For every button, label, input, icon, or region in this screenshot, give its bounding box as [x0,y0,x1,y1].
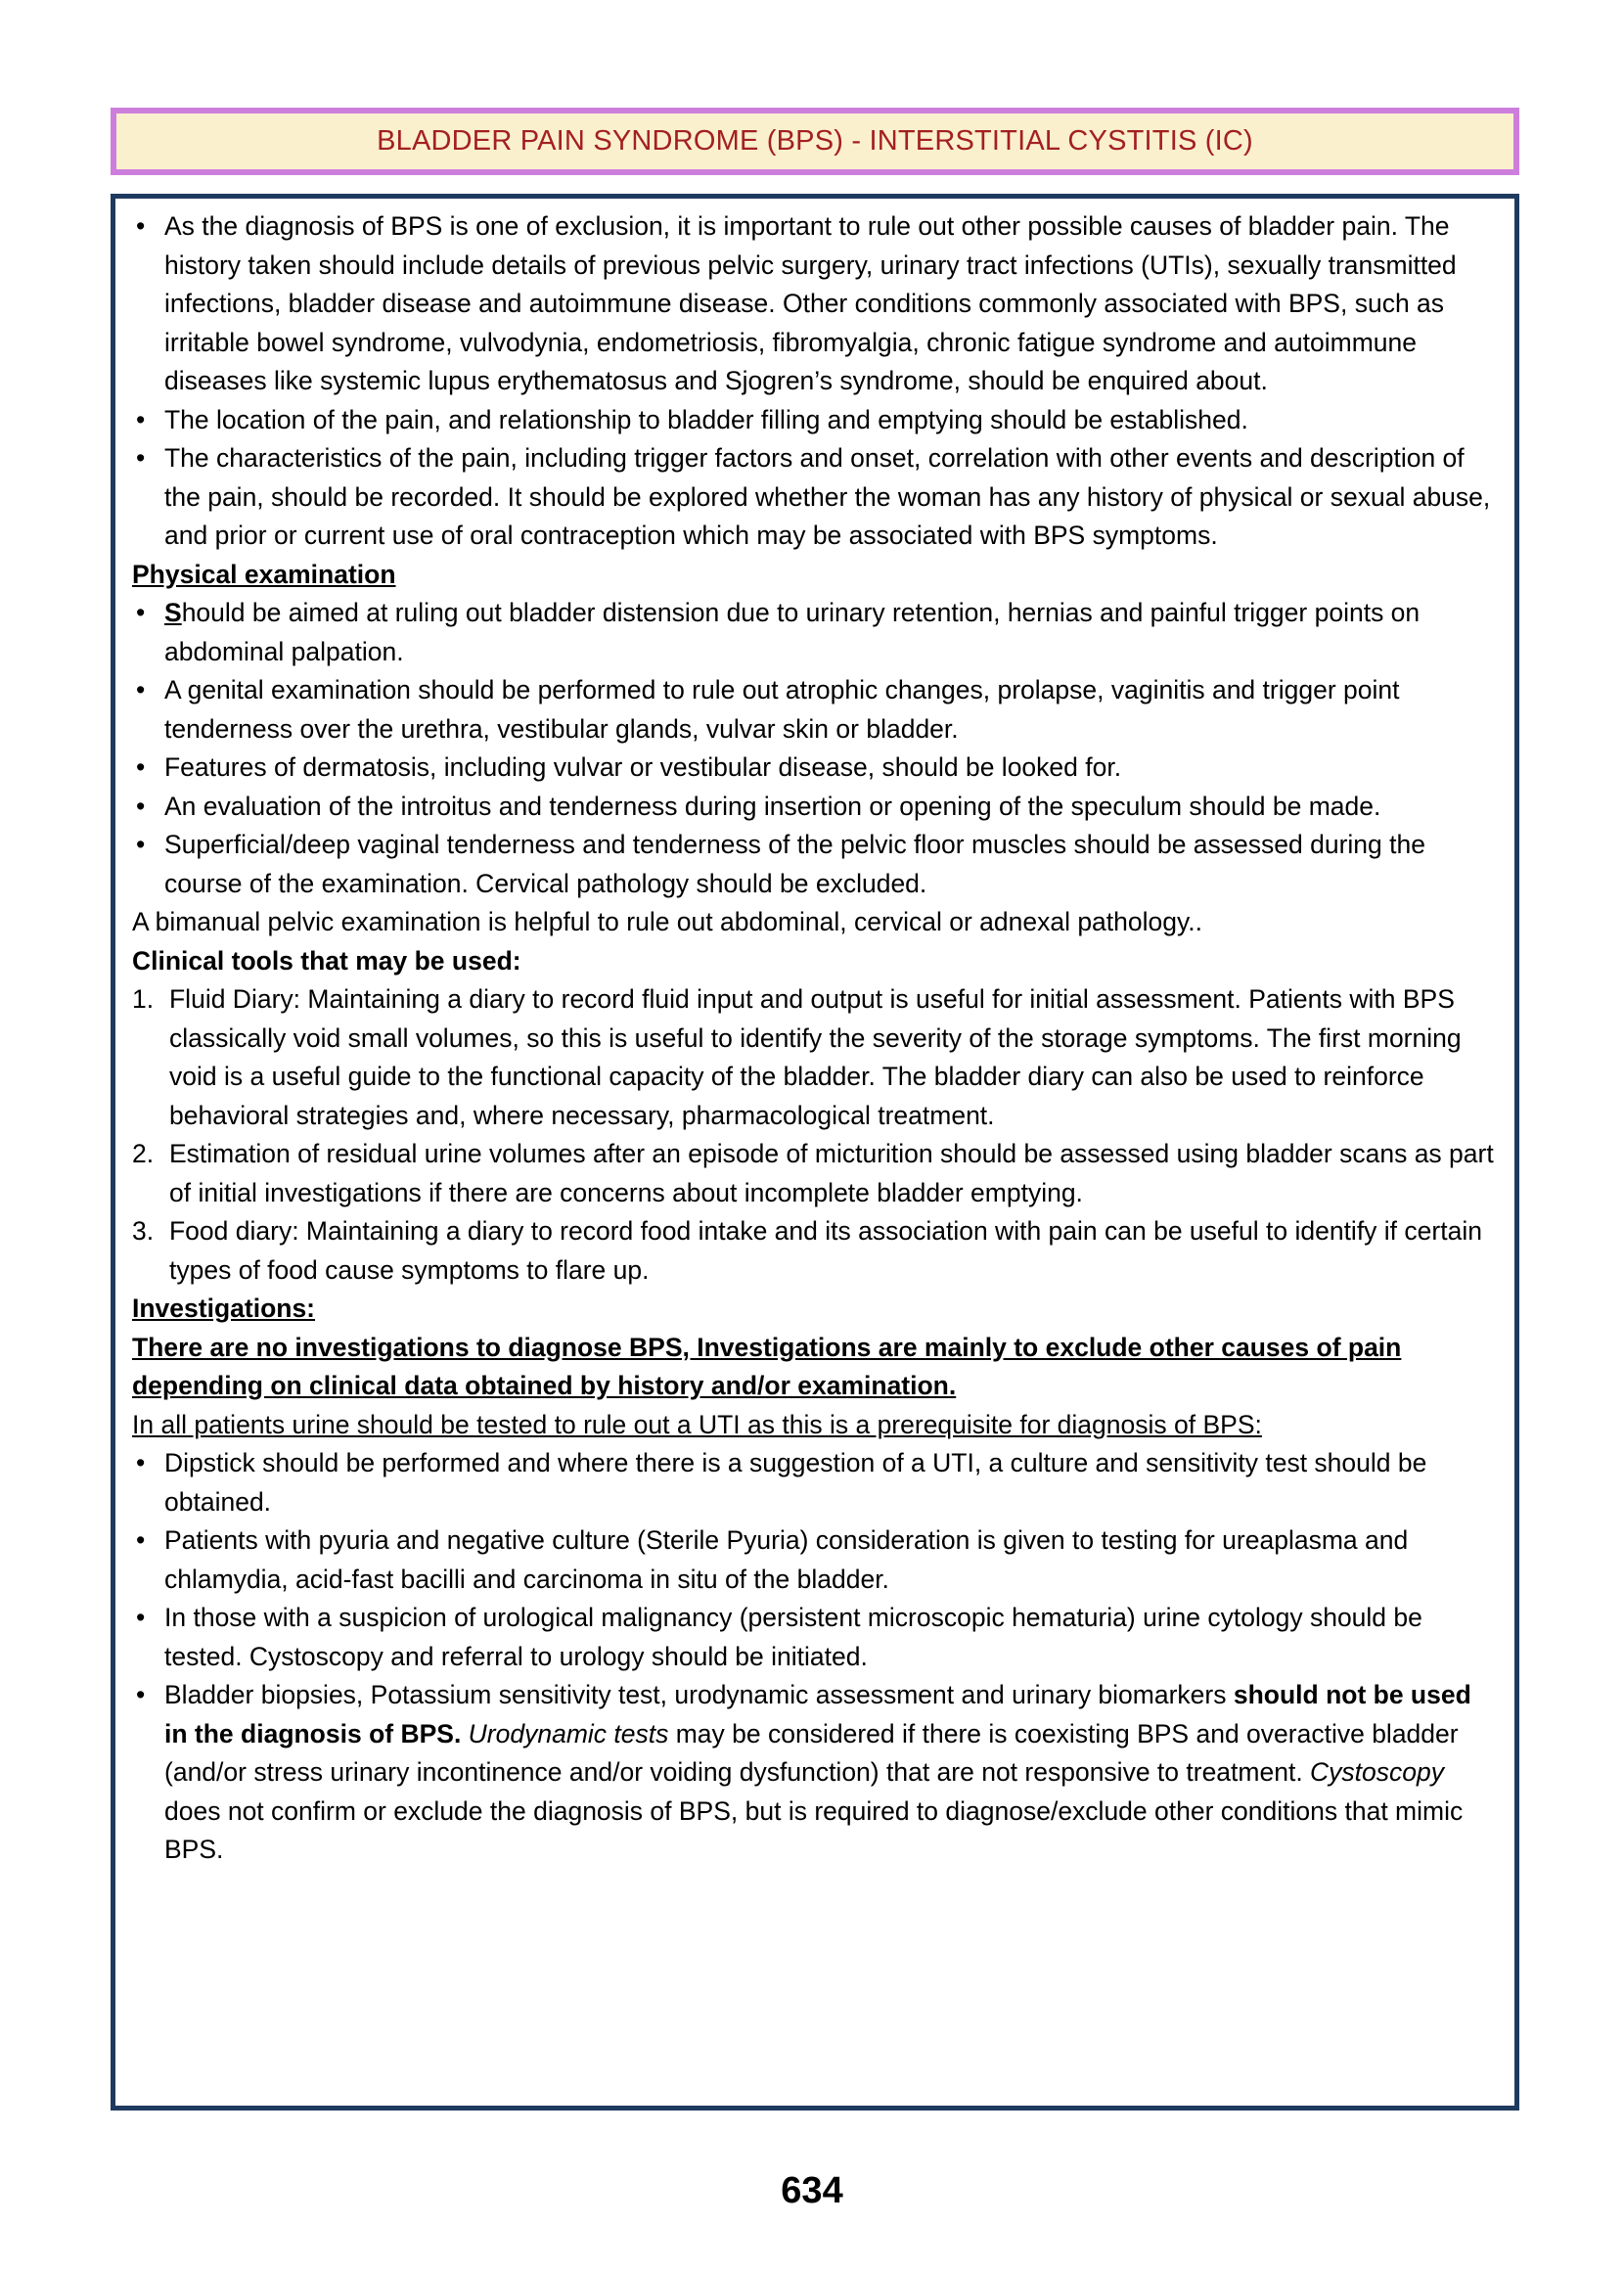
page-number: 634 [781,2170,843,2211]
text-runs: Food diary: Maintaining a diary to record food intake and its association with pain can be useful to identify if certain types of food cause symptoms to flare up. [169,1216,1482,1285]
bullet-marker: • [136,404,146,434]
text-runs: As the diagnosis of BPS is one of exclusion, it is important to rule out other possible causes of bladder pain. The history taken should include details of previous pelvic surgery, urinary tract infections (UTIs), sexually transmitted infections, bladder disease and autoimmune disease. Other conditions commonly associated with BPS, such as irritable bowel syndrome, vulvodynia, endometriosis, fibromyalgia, chronic fatigue syndrome and autoimmune diseases like systemic lupus erythematosus and Sjogren’s syndrome, should be enquired about. [164,211,1457,395]
title-banner [111,108,1519,175]
bullet-marker: • [136,211,146,241]
paragraph [132,1329,1499,1406]
number-marker: 2. [132,1139,155,1168]
bullet-item [132,439,1499,556]
text-runs: Investigations: [132,1294,316,1323]
bullet-item [132,401,1499,440]
numbered-item [132,980,1499,1135]
text-runs: Dipstick should be performed and where there is a suggestion of a UTI, a culture and sensitivity test should be obtained. [164,1448,1427,1517]
bullet-marker: • [136,1680,146,1709]
text-runs: Fluid Diary: Maintaining a diary to record fluid input and output is useful for initial assessment. Patients with BPS classically void small volumes, so this is useful to identify the severity of the storage symptoms. The first morning void is a useful guide to the functional capacity of the bladder. The bladder diary can also be used to reinforce behavioral strategies and, where necessary, pharmacological treatment. [169,984,1462,1130]
text-runs: Features of dermatosis, including vulvar or vestibular disease, should be looked for. [164,752,1122,782]
text-runs: A genital examination should be performed to rule out atrophic changes, prolapse, vaginitis and trigger point tenderness over the urethra, vestibular glands, vulvar skin or bladder. [164,675,1400,744]
bullet-item [132,207,1499,401]
content-blocks [132,207,1499,1870]
bullet-marker: • [136,1525,146,1555]
text-runs: A bimanual pelvic examination is helpful to rule out abdominal, cervical or adnexal pathology.. [132,907,1203,936]
text-runs: Bladder biopsies, Potassium sensitivity test, urodynamic assessment and urinary biomarkers should not be used in the diagnosis of BPS. Urodynamic tests may be considered if there is coexisting BPS and overactive bladder (and/or stress urinary incontinence and/or voiding dysfunction) that are not responsive to treatment. Cystoscopy does not confirm or exclude the diagnosis of BPS, but is required to diagnose/exclude other conditions that mimic BPS. [164,1680,1471,1864]
text-runs: Superficial/deep vaginal tenderness and tenderness of the pelvic floor muscles should be assessed during the course of the examination. Cervical pathology should be excluded. [164,830,1425,898]
text-runs: An evaluation of the introitus and tenderness during insertion or opening of the speculum should be made. [164,791,1381,821]
bullet-marker: • [136,830,146,859]
text-runs: In those with a suspicion of urological malignancy (persistent microscopic hematuria) urine cytology should be tested. Cystoscopy and referral to urology should be initiated. [164,1603,1422,1671]
bullet-item [132,1676,1499,1870]
numbered-item [132,1212,1499,1290]
bullet-item [132,1444,1499,1521]
page-title: BLADDER PAIN SYNDROME (BPS) - INTERSTITIAL CYSTITIS (IC) [377,125,1253,157]
text-runs: Estimation of residual urine volumes after an episode of micturition should be assessed using bladder scans as part of initial investigations if there are concerns about incomplete bladder emptying. [169,1139,1494,1207]
bullet-item [132,1521,1499,1599]
numbered-item [132,1135,1499,1212]
content-box [111,194,1519,2111]
heading [132,556,1499,595]
bullet-marker: • [136,598,146,627]
heading [132,942,1499,981]
heading [132,1290,1499,1329]
text-runs: The location of the pain, and relationship to bladder filling and emptying should be established. [164,404,1248,434]
text-runs: Clinical tools that may be used: [132,945,521,976]
bullet-marker: • [136,752,146,782]
bullet-marker: • [136,443,146,473]
text-runs: There are no investigations to diagnose BPS, Investigations are mainly to exclude other causes of pain depending on clinical data obtained by history and/or examination. [132,1332,1402,1400]
bullet-item [132,1599,1499,1676]
text-runs: In all patients urine should be tested to rule out a UTI as this is a prerequisite for diagnosis of BPS: [132,1409,1262,1439]
paragraph [132,1406,1499,1445]
bullet-item [132,826,1499,903]
text-runs: The characteristics of the pain, including trigger factors and onset, correlation with other events and description of the pain, should be recorded. It should be explored whether the woman has any history of physical or sexual abuse, and prior or current use of oral contraception which may be associated with BPS symptoms. [164,443,1491,550]
bullet-item [132,671,1499,749]
bullet-marker: • [136,675,146,704]
paragraph [132,903,1499,942]
bullet-marker: • [136,1603,146,1632]
bullet-marker: • [136,791,146,821]
text-runs: Should be aimed at ruling out bladder distension due to urinary retention, hernias and painful trigger points on abdominal palpation. [164,598,1421,666]
text-runs: Physical examination [132,559,396,589]
number-marker: 1. [132,984,155,1014]
bullet-item [132,749,1499,788]
text-runs: Patients with pyuria and negative culture (Sterile Pyuria) consideration is given to testing for ureaplasma and chlamydia, acid-fast bacilli and carcinoma in situ of the bladder. [164,1525,1409,1594]
bullet-item [132,788,1499,827]
bullet-item [132,594,1499,671]
bullet-marker: • [136,1448,146,1477]
number-marker: 3. [132,1216,155,1246]
